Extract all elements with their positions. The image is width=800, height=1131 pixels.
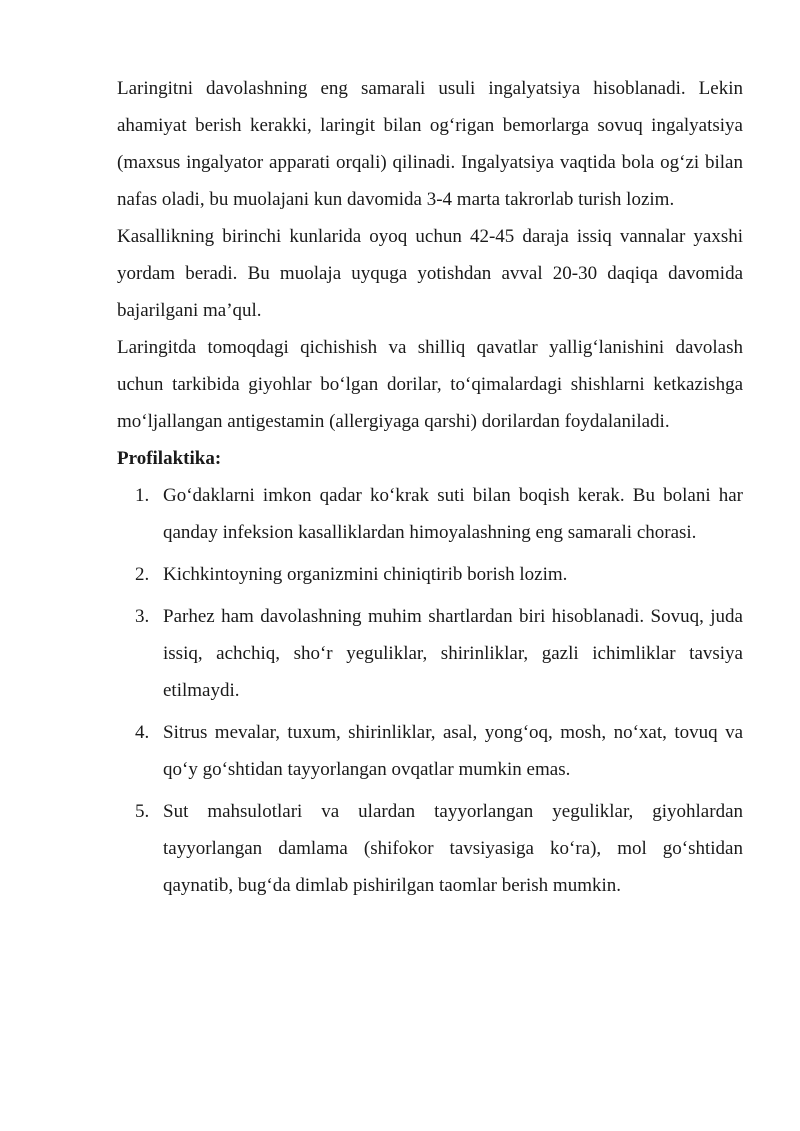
list-item xyxy=(117,556,743,593)
list-item-number: 2. xyxy=(135,564,150,585)
list-item-text: Kichkintoyning organizmini chiniqtirib borish lozim. xyxy=(163,564,568,585)
list-item-text: Parhez ham davolashning muhim shartlardan biri hisoblanadi. Sovuq, juda issiq, achchiq, sho‘r yeguliklar, shirinliklar, gazli ichimliklar tavsiya etilmaydi. xyxy=(163,606,743,701)
paragraph-foot-baths: Kasallikning birinchi kunlarida oyoq uchun 42-45 daraja issiq vannalar yaxshi yordam beradi. Bu muolaja uyquga yotishdan avval 20-30 daqiqa davomida bajarilgani ma’qul. xyxy=(117,226,743,321)
paragraph-inhalation: Laringitni davolashning eng samarali usuli ingalyatsiya hisoblanadi. Lekin ahamiyat berish kerakki, laringit bilan og‘rigan bemorlarga sovuq ingalyatsiya (maxsus ingalyator apparati orqali) qilinadi. Ingalyatsiya vaqtida bola og‘zi bilan nafas oladi, bu muolajani kun davomida 3-4 marta takrorlab turish lozim. xyxy=(117,78,743,210)
list-item-text: Sitrus mevalar, tuxum, shirinliklar, asal, yong‘oq, mosh, no‘xat, tovuq va qo‘y go‘shtidan tayyorlangan ovqatlar mumkin emas. xyxy=(163,722,743,780)
list-item-number: 1. xyxy=(135,485,150,506)
list-item xyxy=(117,477,743,551)
list-item-text: Sut mahsulotlari va ulardan tayyorlangan yeguliklar, giyohlardan tayyorlangan damlama (shifokor tavsiyasiga ko‘ra), mol go‘shtidan qaynatib, bug‘da dimlab pishirilgan taomlar berish mumkin. xyxy=(163,801,743,896)
list-item-number: 5. xyxy=(135,801,150,822)
list-item xyxy=(117,793,743,904)
paragraph-medication: Laringitda tomoqdagi qichishish va shilliq qavatlar yallig‘lanishini davolash uchun tarkibida giyohlar bo‘lgan dorilar, to‘qimalardagi shishlarni ketkazishga mo‘ljallangan antigestamin (allergiyaga qarshi) dorilardan foydalaniladi. xyxy=(117,337,743,432)
list-item xyxy=(117,714,743,788)
prevention-list xyxy=(117,477,743,904)
list-item-number: 4. xyxy=(135,722,150,743)
list-item-text: Go‘daklarni imkon qadar ko‘krak suti bilan boqish kerak. Bu bolani har qanday infeksion kasalliklardan himoyalashning eng samarali chorasi. xyxy=(163,485,743,543)
document-page xyxy=(117,70,743,909)
section-heading: Profilaktika: xyxy=(117,448,222,469)
list-item xyxy=(117,598,743,709)
list-item-number: 3. xyxy=(135,606,150,627)
